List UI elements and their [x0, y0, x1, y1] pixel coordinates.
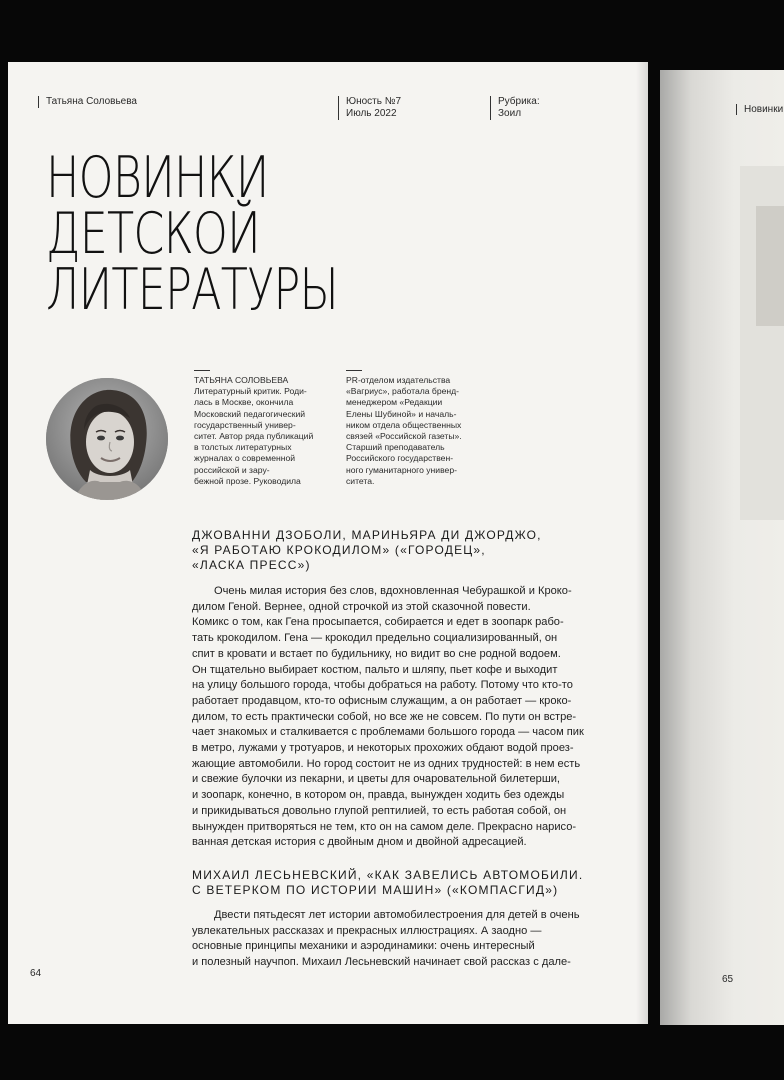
body-line: и прикидываться довольно глупой рептилией, то есть работая собой, он: [192, 804, 567, 817]
title-line-2: ДЕТСКОЙ: [46, 201, 260, 267]
issue-header: [338, 96, 401, 120]
page-number-left: 64: [30, 968, 42, 979]
bio-line: ником отдела общественных: [346, 419, 462, 430]
author-bio-col1: [194, 370, 313, 487]
body-line: увлекательных рассказах и прекрасных иллюстрациях. А заодно —: [192, 924, 542, 937]
body-line: спит в кровати и встает по будильнику, но видит во сне родной водоем.: [192, 647, 561, 660]
page-title: [46, 145, 338, 323]
author-header: [38, 96, 137, 108]
heading-line: ДЖОВАННИ ДЗОБОЛИ, МАРИНЬЯРА ДИ ДЖОРДЖО,: [192, 528, 542, 542]
right-page-illustration: [740, 166, 784, 520]
bio-line: российской и зару-: [194, 464, 270, 475]
bio-name: ТАТЬЯНА СОЛОВЬЕВА: [194, 375, 289, 385]
body-line: и свежие булочки из пекарни, и цветы для очаровательной билетерши,: [192, 773, 560, 786]
bio-line: лась в Москве, окончила: [194, 397, 294, 408]
illustration-fragment: [756, 206, 784, 326]
page-gutter-shadow: [636, 62, 648, 1024]
body-line: Комикс о том, как Гена просыпается, собирается и едет в зоопарк рабо-: [192, 616, 564, 629]
bio-line: Елены Шубиной» и началь-: [346, 408, 457, 419]
bio-line: Литературный критик. Роди-: [194, 386, 307, 397]
review1-heading: [192, 528, 542, 573]
body-line: Он тщательно выбирает костюм, пальто и шляпу, пьет кофе и выходит: [192, 663, 558, 676]
bio-line: ситет. Автор ряда публикаций: [194, 431, 314, 442]
bio-line: в толстых литературных: [194, 442, 292, 453]
body-line: работает продавцом, кто-то офисным служащим, а он работает — кроко-: [192, 694, 572, 707]
body-line: ванная детская история с двойным дном и двойной адресацией.: [192, 836, 527, 849]
title-line-1: НОВИНКИ: [46, 145, 269, 211]
bio-dash: [346, 370, 362, 371]
body-line: дилом, то есть практически собой, но все же не совсем. По пути он встре-: [192, 710, 577, 723]
author-photo: [46, 378, 168, 500]
heading-line: «Я РАБОТАЮ КРОКОДИЛОМ» («ГОРОДЕЦ»,: [192, 543, 486, 557]
body-line: основные принципы механики и аэродинамики: очень интересный: [192, 940, 535, 953]
bio-line: Российского государствен-: [346, 453, 454, 464]
bio-line: бежной прозе. Руководила: [194, 475, 301, 486]
bio-line: Московский педагогический: [194, 408, 306, 419]
page-number-right: 65: [722, 974, 734, 985]
rubric-value: Зоил: [498, 108, 522, 119]
body-line: дилом Геной. Вернее, одной строчкой из этой сказочной повести.: [192, 600, 531, 613]
issue-date: Июль 2022: [346, 108, 397, 119]
title-line-3: ЛИТЕРАТУРЫ: [46, 257, 338, 323]
body-line: и полезный научпоп. Михаил Лесьневский начинает свой рассказ с дале-: [192, 956, 571, 969]
author-bio-col2: [346, 370, 462, 487]
heading-line: С ВЕТЕРКОМ ПО ИСТОРИИ МАШИН» («КОМПАСГИД»): [192, 883, 559, 897]
body-line: и зоопарк, конечно, в котором он, правда, вынужден ходить без одежды: [192, 789, 565, 802]
body-line: Очень милая история без слов, вдохновленная Чебурашкой и Кроко-: [214, 585, 572, 597]
heading-line: МИХАИЛ ЛЕСЬНЕВСКИЙ, «КАК ЗАВЕЛИСЬ АВТОМОБИЛИ.: [192, 868, 584, 882]
right-page: [660, 70, 784, 1025]
bio-line: Старший преподаватель: [346, 442, 445, 453]
heading-line: «ЛАСКА ПРЕСС»): [192, 558, 311, 572]
bio-line: журналах о современной: [194, 453, 296, 464]
bio-line: «Вагриус», работала бренд-: [346, 386, 460, 397]
portrait-icon: [46, 378, 168, 500]
rubric-label: Рубрика:: [498, 96, 540, 107]
review2-body: [192, 908, 632, 971]
bio-line: связей «Российской газеты».: [346, 431, 462, 442]
bio-line: ситета.: [346, 475, 375, 486]
rubric-header: [490, 96, 540, 120]
body-line: на улицу большого города, чтобы добраться на работу. Потому что кто-то: [192, 679, 573, 692]
bio-line: PR-отделом издательства: [346, 375, 451, 385]
body-line: жающие автомобили. Но город состоит не из одних трудностей: в нем есть: [192, 757, 581, 770]
body-line: вынужден притворяться не тем, кто он на самом деле. Прекрасно нарисо-: [192, 820, 577, 833]
bio-line: менеджером «Редакции: [346, 397, 443, 408]
issue-number: Юность №7: [346, 96, 402, 107]
body-line: в метро, лужами у тротуаров, и некоторых прохожих обдают водой проез-: [192, 742, 574, 755]
body-line: чает знакомых и сталкивается с проблемами большого города — часом пик: [192, 726, 584, 739]
bio-line: ного гуманитарного универ-: [346, 464, 457, 475]
right-page-header: Новинки: [736, 104, 783, 115]
body-line: тать крокодилом. Гена — крокодил предельно социализированный, он: [192, 632, 558, 645]
bio-dash: [194, 370, 210, 371]
review1-body: [192, 584, 632, 851]
review2-heading: [192, 868, 583, 898]
left-page: [8, 62, 648, 1024]
bio-line: государственный универ-: [194, 419, 296, 430]
header-author: Татьяна Соловьева: [46, 96, 137, 107]
body-line: Двести пятьдесят лет истории автомобилестроения для детей в очень: [214, 909, 580, 921]
